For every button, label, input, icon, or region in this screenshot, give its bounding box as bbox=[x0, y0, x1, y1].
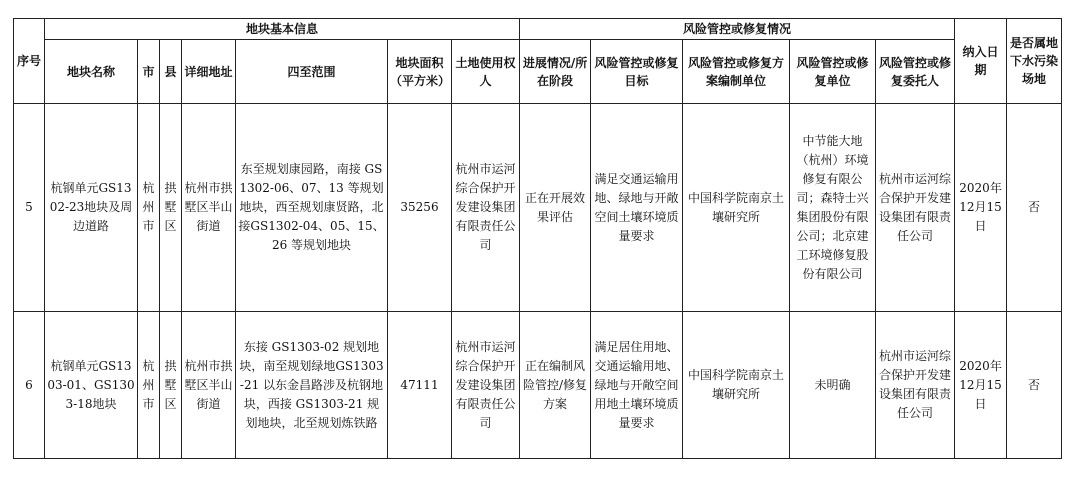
cell-bounds: 东接 GS1303-02 规划地块，南至规划绿地GS1303-21 以东金昌路涉及杭钢地块，西接 GS1303-21 规划地块，北至规划炼铁路 bbox=[236, 312, 388, 459]
header-repair-unit: 风险管控或修复单位 bbox=[790, 40, 876, 104]
table-row bbox=[14, 104, 1062, 312]
cell-area: 47111 bbox=[388, 312, 452, 459]
cell-target: 满足居住用地、交通运输用地、绿地与开敞空间用地土壤环境质量要求 bbox=[591, 312, 683, 459]
cell-progress: 正在编制风险管控/修复方案 bbox=[520, 312, 591, 459]
cell-progress: 正在开展效果评估 bbox=[520, 104, 591, 312]
cell-county: 拱墅区 bbox=[160, 104, 182, 312]
cell-county: 拱墅区 bbox=[160, 312, 182, 459]
cell-area: 35256 bbox=[388, 104, 452, 312]
header-address: 详细地址 bbox=[182, 40, 236, 104]
cell-city: 杭州市 bbox=[138, 312, 160, 459]
cell-repair-unit: 中节能大地（杭州）环境修复有限公司；森特士兴集团股份有限公司；北京建工环境修复股份有限公司 bbox=[790, 104, 876, 312]
header-date: 纳入日期 bbox=[955, 19, 1007, 104]
header-bounds: 四至范围 bbox=[236, 40, 388, 104]
cell-bounds: 东至规划康园路，南接 GS1302-06、07、13 等规划地块，西至规划康贤路，北接GS1302-04、05、15、26 等规划地块 bbox=[236, 104, 388, 312]
cell-name: 杭钢单元GS1303-01、GS1303-18地块 bbox=[45, 312, 138, 459]
cell-client: 杭州市运河综合保护开发建设集团有限责任公司 bbox=[876, 104, 955, 312]
header-group-risk: 风险管控或修复情况 bbox=[520, 19, 955, 40]
header-group-basic: 地块基本信息 bbox=[45, 19, 520, 40]
cell-client: 杭州市运河综合保护开发建设集团有限责任公司 bbox=[876, 312, 955, 459]
cell-owner: 杭州市运河综合保护开发建设集团有限责任公司 bbox=[452, 104, 520, 312]
cell-groundwater: 否 bbox=[1007, 104, 1062, 312]
cell-address: 杭州市拱墅区半山街道 bbox=[182, 312, 236, 459]
header-area: 地块面积（平方米） bbox=[388, 40, 452, 104]
cell-target: 满足交通运输用地、绿地与开敞空间土壤环境质量要求 bbox=[591, 104, 683, 312]
cell-plan-unit: 中国科学院南京土壤研究所 bbox=[683, 312, 790, 459]
header-client: 风险管控或修复委托人 bbox=[876, 40, 955, 104]
cell-name: 杭钢单元GS1302-23地块及周边道路 bbox=[45, 104, 138, 312]
table-row bbox=[14, 312, 1062, 459]
header-seq: 序号 bbox=[14, 19, 45, 104]
cell-plan-unit: 中国科学院南京土壤研究所 bbox=[683, 104, 790, 312]
header-plan-unit: 风险管控或修复方案编制单位 bbox=[683, 40, 790, 104]
cell-repair-unit: 未明确 bbox=[790, 312, 876, 459]
header-county: 县 bbox=[160, 40, 182, 104]
header-target: 风险管控或修复目标 bbox=[591, 40, 683, 104]
cell-date: 2020年12月15日 bbox=[955, 312, 1007, 459]
cell-seq: 5 bbox=[14, 104, 45, 312]
header-progress: 进展情况/所在阶段 bbox=[520, 40, 591, 104]
cell-seq: 6 bbox=[14, 312, 45, 459]
site-register-table bbox=[13, 18, 1062, 459]
cell-address: 杭州市拱墅区半山街道 bbox=[182, 104, 236, 312]
header-owner: 土地使用权人 bbox=[452, 40, 520, 104]
header-groundwater: 是否属地下水污染场地 bbox=[1007, 19, 1062, 104]
cell-groundwater: 否 bbox=[1007, 312, 1062, 459]
header-name: 地块名称 bbox=[45, 40, 138, 104]
header-row bbox=[14, 40, 1062, 104]
cell-owner: 杭州市运河综合保护开发建设集团有限责任公司 bbox=[452, 312, 520, 459]
cell-city: 杭州市 bbox=[138, 104, 160, 312]
header-city: 市 bbox=[138, 40, 160, 104]
cell-date: 2020年12月15日 bbox=[955, 104, 1007, 312]
header-group-row bbox=[14, 19, 1062, 40]
